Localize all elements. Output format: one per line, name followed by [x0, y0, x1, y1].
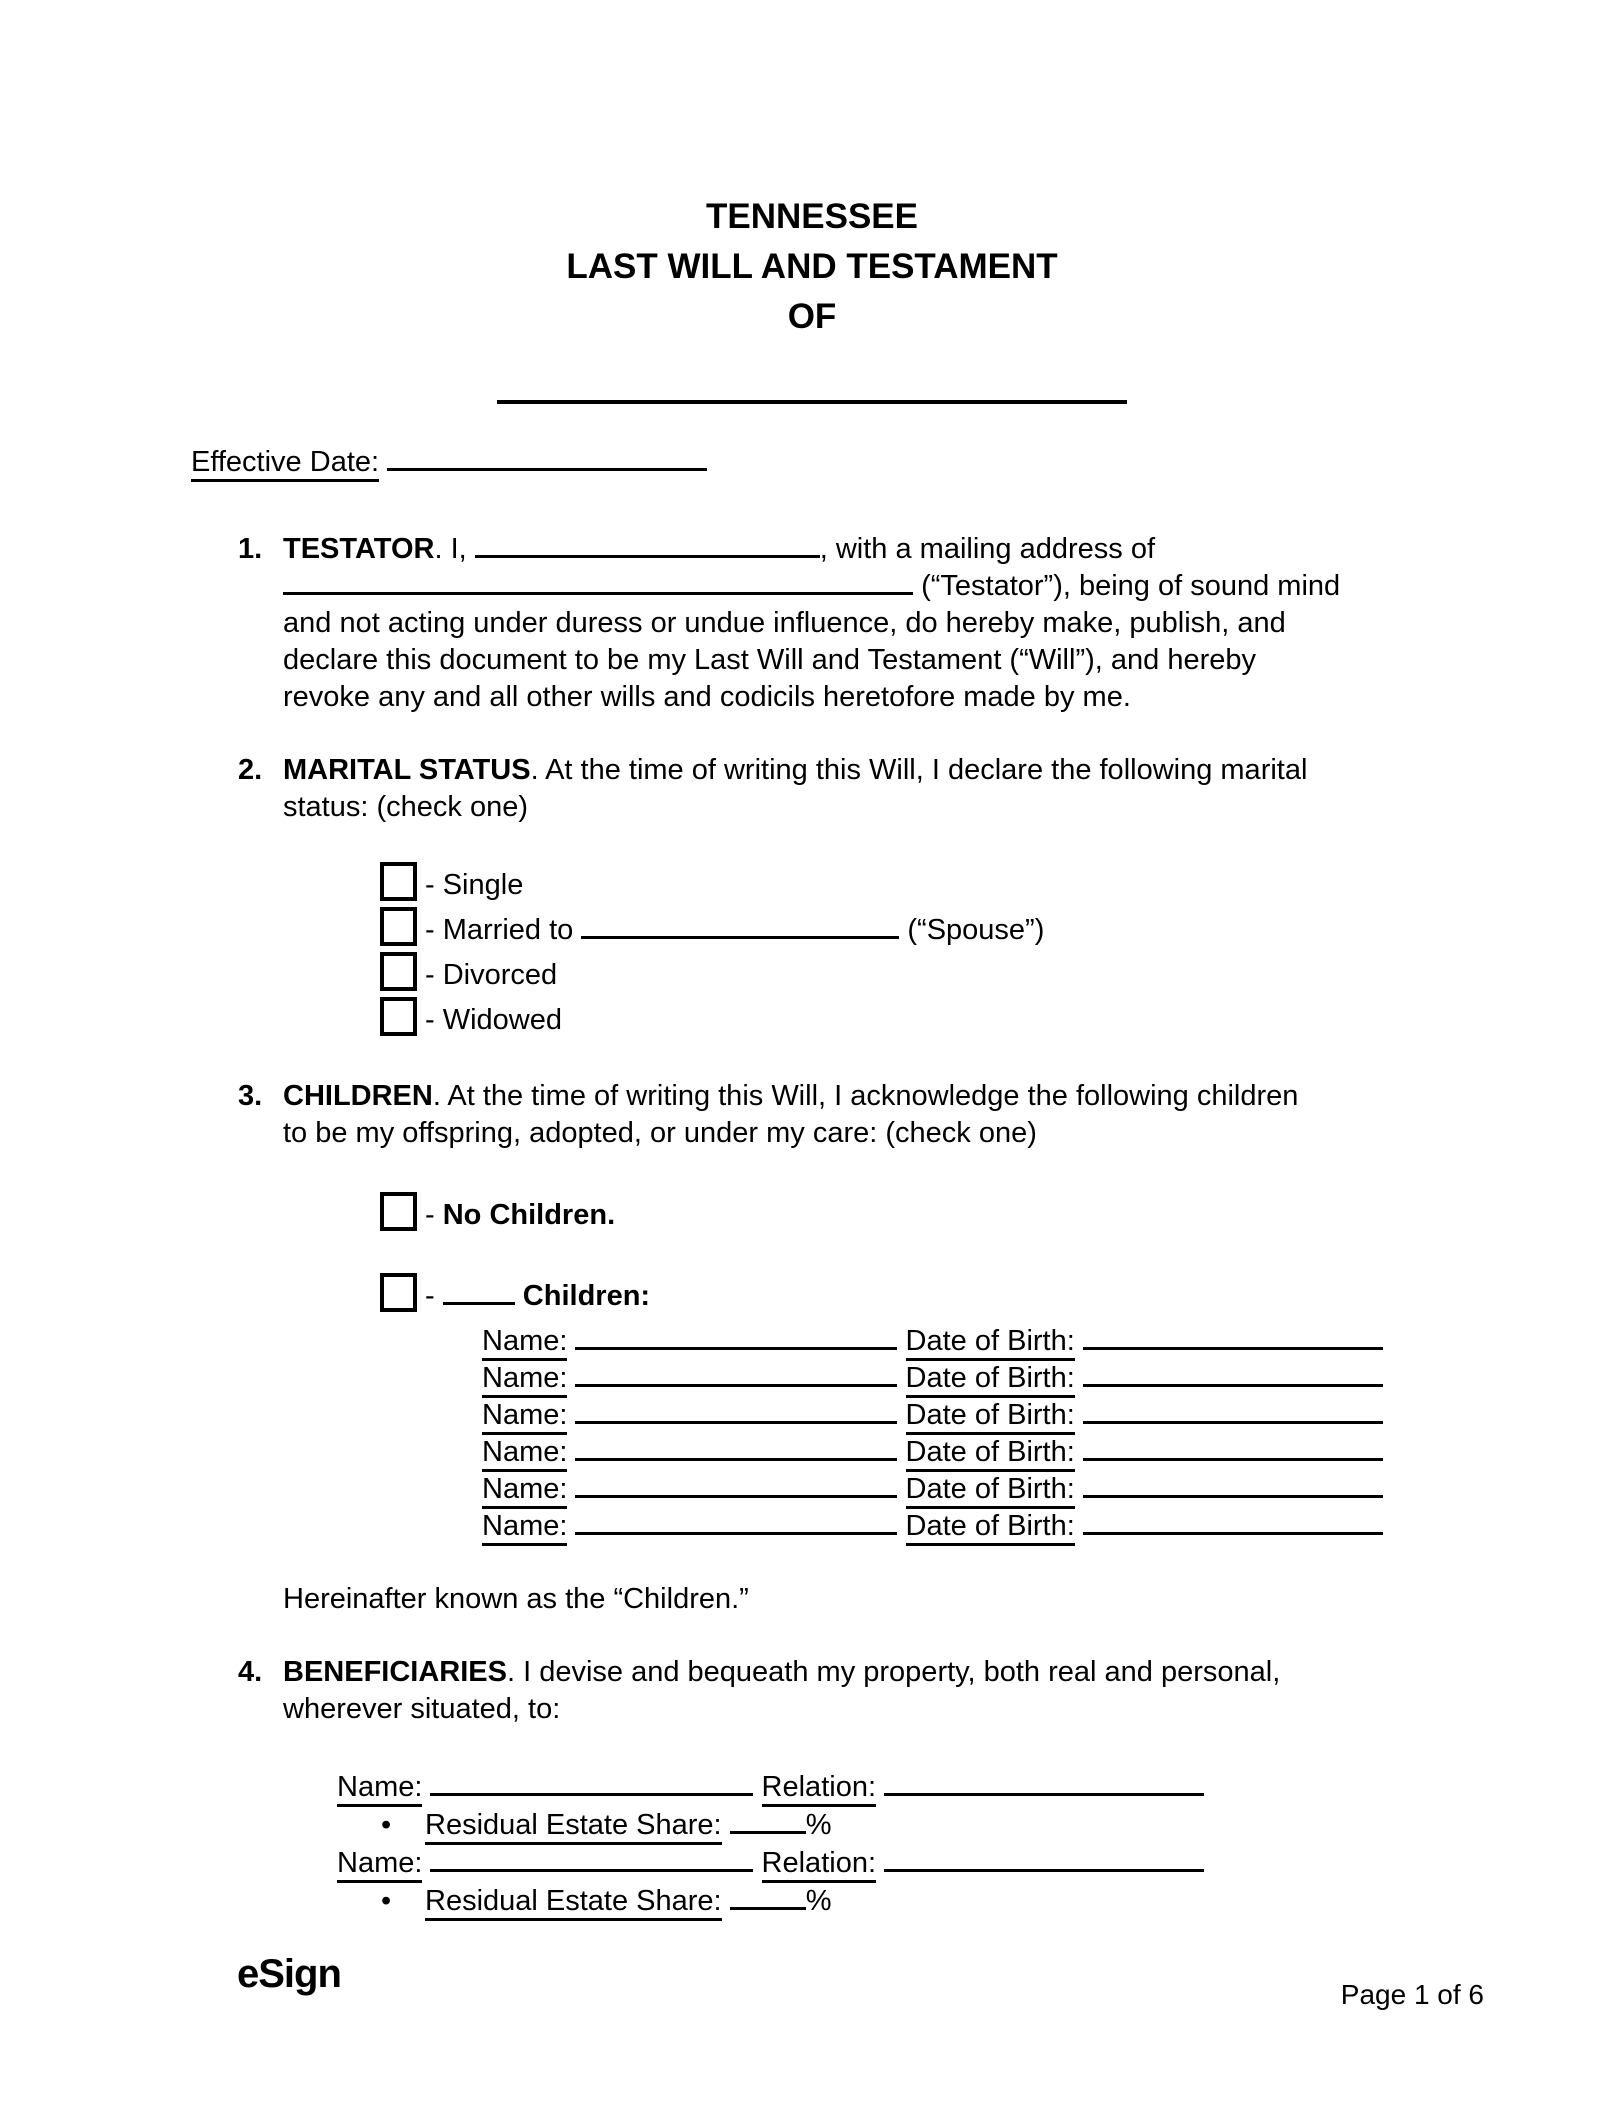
- testator-name-field[interactable]: [475, 531, 820, 558]
- marital-options: [380, 862, 1453, 1042]
- child-row-2: [482, 1360, 1453, 1397]
- child-2-dob-field[interactable]: [1083, 1360, 1383, 1387]
- child-6-dob-field[interactable]: [1083, 1508, 1383, 1535]
- section-beneficiaries-body: [283, 1654, 1453, 1920]
- beneficiary-relation-label: Relation:: [762, 1771, 876, 1807]
- percent-sign: %: [805, 1809, 832, 1841]
- children-checkbox[interactable]: [380, 1273, 417, 1312]
- child-4-dob-field[interactable]: [1083, 1434, 1383, 1461]
- child-name-label: Name:: [482, 1436, 567, 1472]
- effective-date-row: [191, 444, 1624, 481]
- section-marital-status: [238, 752, 1624, 1042]
- child-1-dob-field[interactable]: [1083, 1323, 1383, 1350]
- testator-text-line5: revoke any and all other wills and codicils heretofore made by me.: [283, 681, 1131, 713]
- section-number: 3.: [238, 1080, 263, 1112]
- document-title: [0, 192, 1624, 342]
- child-1-name-field[interactable]: [575, 1323, 897, 1350]
- beneficiary-1-row: [337, 1768, 1453, 1806]
- child-name-label: Name:: [482, 1399, 567, 1435]
- children-count-field[interactable]: [443, 1278, 515, 1305]
- esign-logo: eSign: [237, 1952, 341, 1996]
- single-checkbox[interactable]: [380, 862, 417, 901]
- children-list: [482, 1323, 1453, 1545]
- marital-option-married-suffix: (“Spouse”): [907, 914, 1045, 946]
- children-dash: -: [425, 1280, 435, 1312]
- has-children-option: [380, 1273, 1453, 1318]
- effective-date-label: Effective Date:: [191, 446, 379, 482]
- marital-option-divorced-label: - Divorced: [425, 959, 558, 991]
- child-dob-label: Date of Birth:: [906, 1399, 1075, 1435]
- testator-address-field[interactable]: [283, 568, 913, 595]
- beneficiary-share-label: Residual Estate Share:: [425, 1885, 722, 1921]
- beneficiaries-text-line2: wherever situated, to:: [283, 1693, 561, 1725]
- marital-text-line2: status: (check one): [283, 791, 528, 823]
- marital-option-widowed-label: - Widowed: [425, 1004, 562, 1036]
- beneficiary-1-name-field[interactable]: [430, 1769, 753, 1796]
- no-children-label: No Children.: [442, 1199, 616, 1231]
- beneficiary-2-name-field[interactable]: [430, 1845, 753, 1872]
- child-name-label: Name:: [482, 1510, 567, 1546]
- section-beneficiaries: [238, 1654, 1624, 1920]
- child-3-name-field[interactable]: [575, 1397, 897, 1424]
- beneficiary-2-share-row: [381, 1882, 1453, 1920]
- bullet-icon: •: [381, 1885, 392, 1917]
- beneficiaries-list: [337, 1768, 1453, 1920]
- section-testator: [238, 531, 1624, 716]
- beneficiary-share-label: Residual Estate Share:: [425, 1809, 722, 1845]
- beneficiary-relation-label: Relation:: [762, 1847, 876, 1883]
- child-name-label: Name:: [482, 1325, 567, 1361]
- section-number: 4.: [238, 1656, 263, 1688]
- child-dob-label: Date of Birth:: [906, 1436, 1075, 1472]
- child-3-dob-field[interactable]: [1083, 1397, 1383, 1424]
- title-line-document-type: LAST WILL AND TESTAMENT: [566, 247, 1058, 286]
- children-hereinafter-note: Hereinafter known as the “Children.”: [283, 1583, 749, 1615]
- child-row-1: [482, 1323, 1453, 1360]
- beneficiary-2-relation-field[interactable]: [884, 1845, 1204, 1872]
- marital-option-married-label: - Married to: [425, 914, 574, 946]
- percent-sign: %: [805, 1885, 832, 1917]
- beneficiary-1-relation-field[interactable]: [884, 1769, 1204, 1796]
- bullet-icon: •: [381, 1809, 392, 1841]
- child-6-name-field[interactable]: [575, 1508, 897, 1535]
- section-beneficiaries-heading: BENEFICIARIES: [283, 1656, 507, 1688]
- child-5-name-field[interactable]: [575, 1471, 897, 1498]
- section-marital-status-heading: MARITAL STATUS: [283, 754, 531, 786]
- child-dob-label: Date of Birth:: [906, 1362, 1075, 1398]
- beneficiary-1-share-field[interactable]: [730, 1807, 806, 1834]
- beneficiaries-text-line1: . I devise and bequeath my property, both real and personal,: [506, 1656, 1281, 1688]
- testator-text-after-name: , with a mailing address of: [819, 533, 1156, 565]
- beneficiary-2-share-field[interactable]: [730, 1883, 806, 1910]
- beneficiary-name-label: Name:: [337, 1771, 422, 1807]
- marital-option-married: [380, 907, 1453, 952]
- testator-text-line3: and not acting under duress or undue influence, do hereby make, publish, and: [283, 607, 1286, 639]
- testator-text-line4: declare this document to be my Last Will and Testament (“Will”), and hereby: [283, 644, 1256, 676]
- child-name-label: Name:: [482, 1362, 567, 1398]
- child-name-label: Name:: [482, 1473, 567, 1509]
- child-5-dob-field[interactable]: [1083, 1471, 1383, 1498]
- married-checkbox[interactable]: [380, 907, 417, 946]
- no-children-checkbox[interactable]: [380, 1192, 417, 1231]
- divorced-checkbox[interactable]: [380, 952, 417, 991]
- child-row-5: [482, 1471, 1453, 1508]
- children-text-line2: to be my offspring, adopted, or under my care: (check one): [283, 1117, 1037, 1149]
- spouse-name-field[interactable]: [581, 912, 899, 939]
- marital-option-single-label: - Single: [425, 869, 524, 901]
- widowed-checkbox[interactable]: [380, 997, 417, 1036]
- child-dob-label: Date of Birth:: [906, 1510, 1075, 1546]
- child-2-name-field[interactable]: [575, 1360, 897, 1387]
- section-number: 2.: [238, 754, 263, 786]
- child-dob-label: Date of Birth:: [906, 1473, 1075, 1509]
- section-testator-heading: TESTATOR: [283, 533, 435, 565]
- page-indicator: Page 1 of 6: [1340, 1979, 1484, 2010]
- marital-option-widowed: [380, 997, 1453, 1042]
- children-text-line1: . At the time of writing this Will, I acknowledge the following children: [432, 1080, 1299, 1112]
- child-row-3: [482, 1397, 1453, 1434]
- marital-option-divorced: [380, 952, 1453, 997]
- no-children-option: [380, 1192, 1453, 1237]
- beneficiary-name-label: Name:: [337, 1847, 422, 1883]
- testator-text-lead: . I,: [434, 533, 467, 565]
- title-line-of: OF: [787, 297, 837, 336]
- section-number: 1.: [238, 533, 263, 565]
- children-label: Children:: [522, 1280, 651, 1312]
- section-children-body: [283, 1078, 1453, 1618]
- title-line-state: TENNESSEE: [706, 197, 918, 236]
- testator-text-line2: (“Testator”), being of sound mind: [921, 570, 1341, 602]
- testator-title-name-field[interactable]: [497, 400, 1127, 404]
- marital-option-single: [380, 862, 1453, 907]
- section-marital-status-body: [283, 752, 1453, 1042]
- section-testator-body: [283, 531, 1453, 716]
- effective-date-field[interactable]: [387, 444, 707, 471]
- child-row-6: [482, 1508, 1453, 1545]
- section-children-heading: CHILDREN: [283, 1080, 433, 1112]
- section-children: [238, 1078, 1624, 1618]
- no-children-dash: -: [425, 1199, 435, 1231]
- marital-text-line1: . At the time of writing this Will, I declare the following marital: [530, 754, 1308, 786]
- beneficiary-2-row: [337, 1844, 1453, 1882]
- beneficiary-1-share-row: [381, 1806, 1453, 1844]
- child-row-4: [482, 1434, 1453, 1471]
- child-4-name-field[interactable]: [575, 1434, 897, 1461]
- child-dob-label: Date of Birth:: [906, 1325, 1075, 1361]
